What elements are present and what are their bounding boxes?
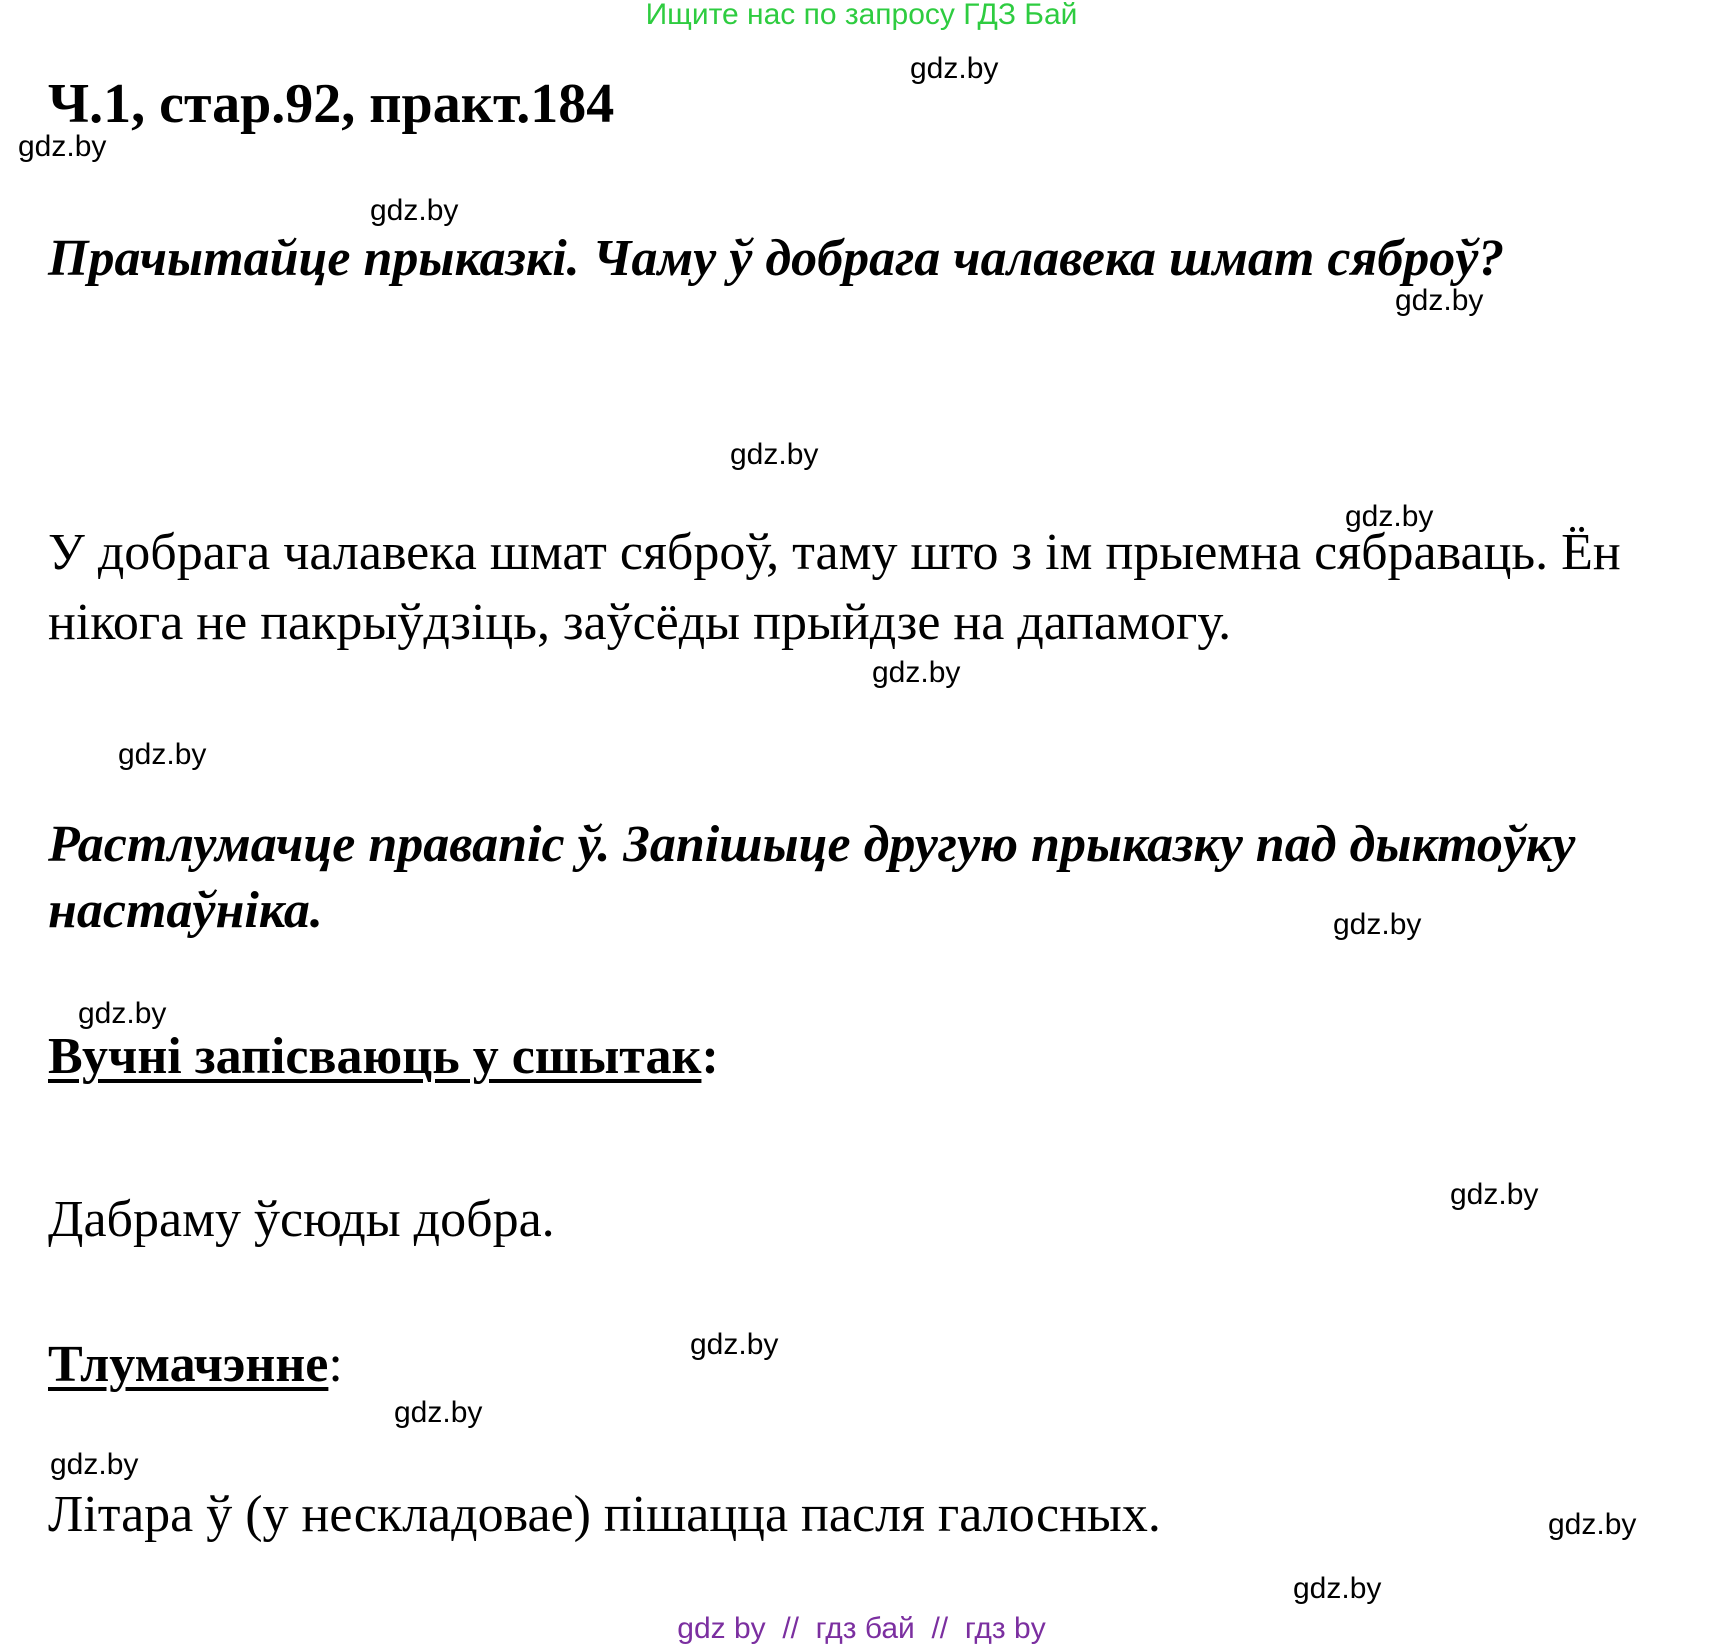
footer-watermark: gdz by // гдз бай // гдз by xyxy=(677,1612,1046,1645)
watermark: gdz.by xyxy=(1450,1178,1539,1211)
watermark: gdz.by xyxy=(1293,1572,1382,1605)
explanation-label xyxy=(48,1335,343,1394)
proverb-text: Дабраму ўсюды добра. xyxy=(48,1191,555,1248)
notebook-label-text: Вучні запісваюць у сшытак xyxy=(48,1028,702,1085)
watermark: gdz.by xyxy=(18,130,107,163)
page-heading: Ч.1, стар.92, практ.184 xyxy=(48,73,615,135)
watermark: gdz.by xyxy=(1395,284,1484,317)
answer-1: У добрага чалавека шмат сяброў, таму што з ім прыемна сябраваць. Ён нікога не пакрыўдзіць, заўсёды прыйдзе на дапамогу. xyxy=(48,524,1621,651)
watermark: gdz.by xyxy=(118,738,207,771)
notebook-label-colon: : xyxy=(701,1028,719,1085)
explanation-label-text: Тлумачэнне xyxy=(48,1336,329,1393)
task-2: Растлумачце правапіс ў. Запішыце другую прыказку пад дыктоўку настаўніка. xyxy=(48,816,1576,939)
watermark: gdz.by xyxy=(910,52,999,85)
watermark: gdz.by xyxy=(1548,1508,1637,1541)
task-1: Прачытайце прыказкі. Чаму ў добрага чалавека шмат сяброў? xyxy=(48,230,1505,287)
explanation-text: Літара ў (у нескладовае) пішацца пасля галосных. xyxy=(48,1486,1161,1543)
watermark: gdz.by xyxy=(50,1448,139,1481)
explanation-label-colon: : xyxy=(328,1336,343,1393)
notebook-label xyxy=(48,1027,719,1086)
watermark: gdz.by xyxy=(394,1396,483,1429)
watermark: gdz.by xyxy=(872,656,961,689)
watermark: gdz.by xyxy=(1333,908,1422,941)
watermark: gdz.by xyxy=(730,438,819,471)
search-banner: Ищите нас по запросу ГДЗ Бай xyxy=(645,0,1078,31)
watermark: gdz.by xyxy=(370,194,459,227)
watermark: gdz.by xyxy=(78,997,167,1030)
watermark: gdz.by xyxy=(690,1328,779,1361)
watermark: gdz.by xyxy=(1345,500,1434,533)
